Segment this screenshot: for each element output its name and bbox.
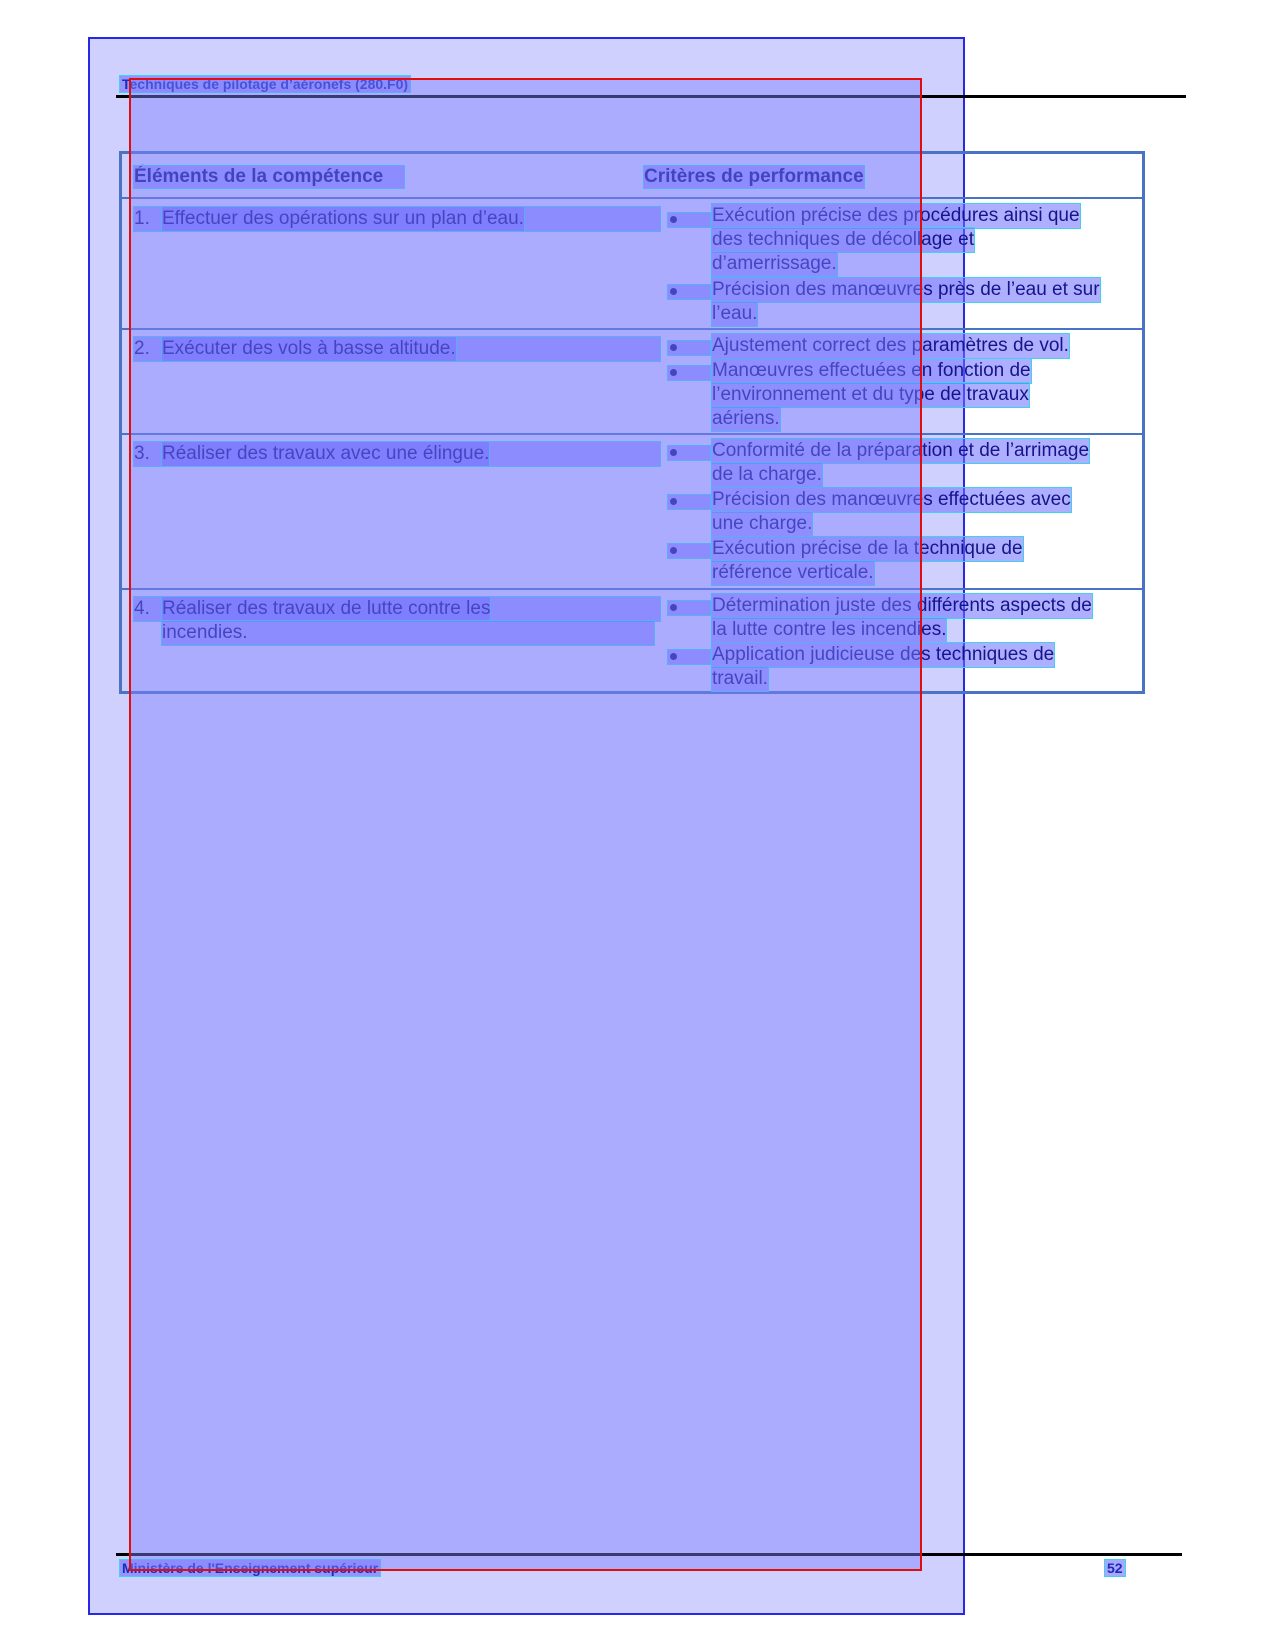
- criterion-line: de la charge.: [712, 464, 822, 485]
- criterion-line: des techniques de décollage et: [712, 229, 974, 250]
- column-header-elements: Éléments de la compétence: [134, 166, 404, 188]
- criterion-line: l’environnement et du type de travaux: [712, 384, 1029, 405]
- element-text: Exécuter des vols à basse altitude.: [162, 338, 456, 359]
- element-number: 1.: [134, 207, 660, 231]
- footer-ministry: Ministère de l'Enseignement supérieur: [122, 1560, 379, 1576]
- criterion-line: référence verticale.: [712, 562, 874, 583]
- criterion-line: Manœuvres effectuées en fonction de: [712, 360, 1031, 381]
- criterion-line: la lutte contre les incendies.: [712, 619, 947, 640]
- criterion-line: Ajustement correct des paramètres de vol.: [712, 335, 1069, 356]
- criterion-line: Détermination juste des différents aspects de: [712, 595, 1092, 616]
- criterion-line: une charge.: [712, 513, 813, 534]
- element-number: 2.: [134, 337, 660, 361]
- element-text: incendies.: [162, 621, 654, 645]
- criterion-line: d’amerrissage.: [712, 253, 837, 274]
- criterion-line: l’eau.: [712, 303, 758, 324]
- running-header-title: Techniques de pilotage d’aéronefs (280.F0): [122, 76, 409, 92]
- criterion-line: Précision des manœuvres effectuées avec: [712, 489, 1071, 510]
- element-number: 3.: [134, 442, 660, 466]
- element-number: 4.: [134, 597, 660, 621]
- page-number: 52: [1107, 1560, 1123, 1576]
- criterion-line: Application judicieuse des techniques de: [712, 644, 1055, 665]
- criterion-line: travail.: [712, 668, 768, 689]
- criterion-line: Précision des manœuvres près de l’eau et sur: [712, 279, 1100, 300]
- criterion-line: Conformité de la préparation et de l’arrimage: [712, 440, 1090, 461]
- criterion-line: Exécution précise des procédures ainsi que: [712, 205, 1080, 226]
- element-text: Effectuer des opérations sur un plan d’eau.: [162, 208, 524, 229]
- page-region-inner: [129, 78, 922, 1571]
- column-header-criteria: Critères de performance: [644, 166, 864, 187]
- criterion-line: Exécution précise de la technique de: [712, 538, 1023, 559]
- element-text: Réaliser des travaux avec une élingue.: [162, 443, 490, 464]
- element-text: Réaliser des travaux de lutte contre les: [162, 598, 491, 619]
- criterion-line: aériens.: [712, 408, 780, 429]
